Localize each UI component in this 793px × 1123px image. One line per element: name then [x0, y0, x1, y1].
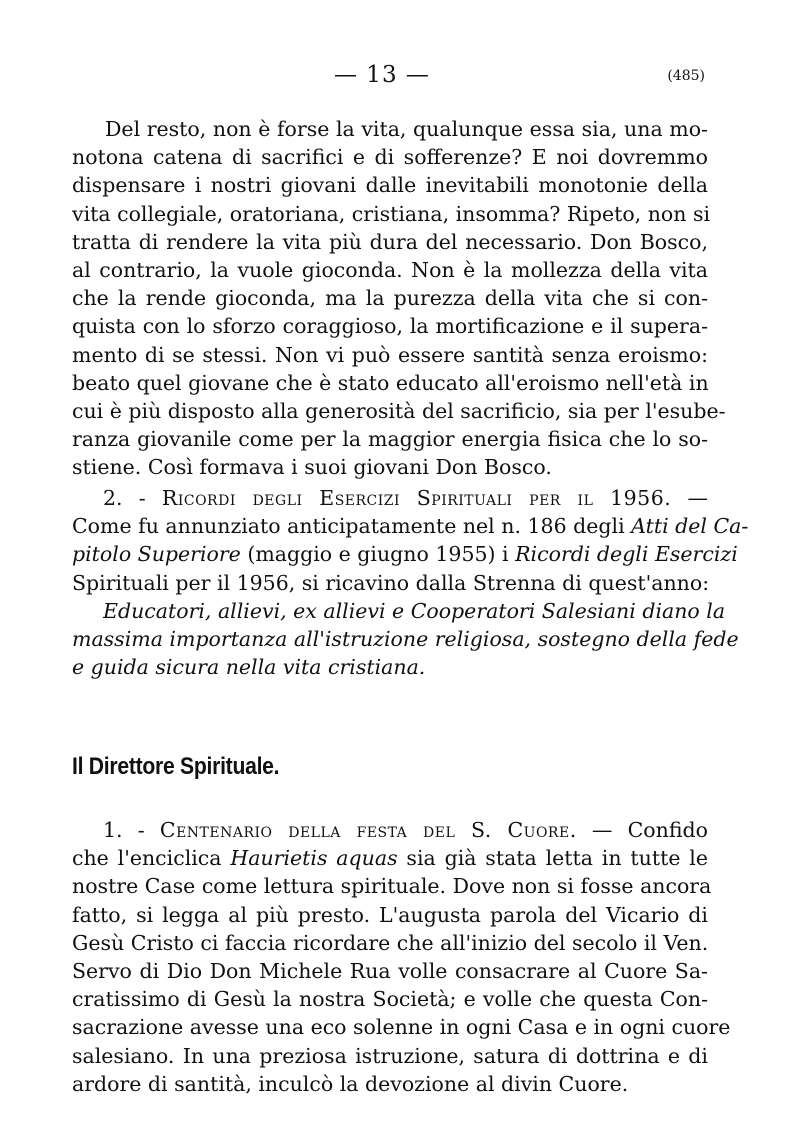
text-segment: (maggio e giugno 1955) i: [240, 542, 516, 567]
text-line: salesiano. In una preziosa istruzione, satura di dottrina e di: [72, 1043, 708, 1068]
italic-segment: Atti del Ca-: [631, 514, 749, 539]
text-line: Gesù Cristo ci faccia ricordare che all'inizio del secolo il Ven.: [72, 930, 709, 955]
text-line: tratta di rendere la vita più dura del necessario. Don Bosco,: [72, 229, 708, 254]
italic-line: Educatori, allievi, ex allievi e Cooperatori Salesiani diano la: [103, 598, 726, 623]
text-line: dispensare i nostri giovani dalle inevitabili monotonie della: [72, 173, 708, 198]
text-line: Del resto, non è forse la vita, qualunque essa sia, una mo-: [105, 117, 708, 141]
italic-segment: pitolo Superiore: [72, 542, 241, 567]
text-line: che la rende gioconda, ma la purezza della vita che si con-: [72, 286, 708, 311]
item-title: Centenario della festa del S. Cuore.: [159, 818, 577, 842]
text-line: ranza giovanile come per la maggior energia fisica che lo so-: [72, 427, 708, 452]
text-segment: Come fu annunziato anticipatamente nel n. 186 degli: [72, 514, 632, 539]
text-line: [72, 512, 749, 540]
text-line: vita collegiale, oratoriana, cristiana, insomma? Ripeto, non si: [72, 201, 711, 226]
text-line: quista con lo sforzo coraggioso, la mortificazione e il supera-: [72, 314, 708, 339]
text-line: Spirituali per il 1956, si ricavino dalla Strenna di quest'anno:: [72, 570, 710, 595]
item-title-line: [72, 484, 708, 512]
item-number: 2. -: [103, 486, 162, 510]
text-segment: sia già stata letta in tutte le: [397, 846, 708, 871]
text-line: cratissimo di Gesù la nostra Società; e volle che questa Con-: [72, 987, 708, 1012]
text-line: beato quel giovane che è stato educato all'eroismo nell'età in: [72, 370, 709, 395]
intro-paragraph: [72, 115, 726, 482]
item-title: Ricordi degli Esercizi Spirituali per il 1956.: [161, 486, 672, 510]
italic-line: massima importanza all'istruzione religiosa, sostegno della fede: [72, 627, 739, 652]
item-number: 1. -: [103, 818, 160, 842]
text-line: nostre Case come lettura spirituale. Dove non si fosse ancora: [72, 874, 712, 899]
text-line: Servo di Dio Don Michele Rua volle consacrare al Cuore Sa-: [72, 959, 708, 984]
section-number: (485): [667, 68, 705, 84]
page-number: — 13 —: [334, 62, 430, 88]
text-line: fatto, si legga al più presto. L'augusta parola del Vicario di: [72, 902, 708, 927]
item-title-line: [72, 816, 708, 844]
text-line: ardore di santità, inculcò la devozione al divin Cuore.: [72, 1071, 629, 1096]
italic-segment: Haurietis aquas: [230, 846, 398, 871]
text-line: [72, 540, 738, 568]
italic-line: e guida sicura nella vita cristiana.: [72, 655, 426, 680]
text-line: [72, 844, 708, 872]
text-line: al contrario, la vuole gioconda. Non è la mollezza della vita: [72, 258, 708, 283]
text-line: mento di se stessi. Non vi può essere santità senza eroismo:: [72, 342, 708, 367]
text-line: stiene. Così formava i suoi giovani Don Bosco.: [72, 455, 552, 480]
item-centenario: [72, 816, 731, 1098]
item-ricordi-esercizi: [72, 484, 749, 681]
item-dash: — Confido: [576, 818, 708, 842]
text-line: sacrazione avesse una eco solenne in ogni Casa e in ogni cuore: [72, 1015, 731, 1040]
text-line: notona catena di sacrifici e di sofferenze? E noi dovremmo: [72, 145, 708, 170]
italic-segment: Ricordi degli Esercizi: [515, 542, 738, 567]
text-segment: che l'enciclica: [72, 846, 231, 871]
section-heading: Il Direttore Spirituale.: [72, 753, 280, 780]
item-dash: —: [671, 486, 708, 510]
text-line: cui è più disposto alla generosità del sacrificio, sia per l'esube-: [72, 399, 726, 424]
page-header: [0, 62, 793, 94]
